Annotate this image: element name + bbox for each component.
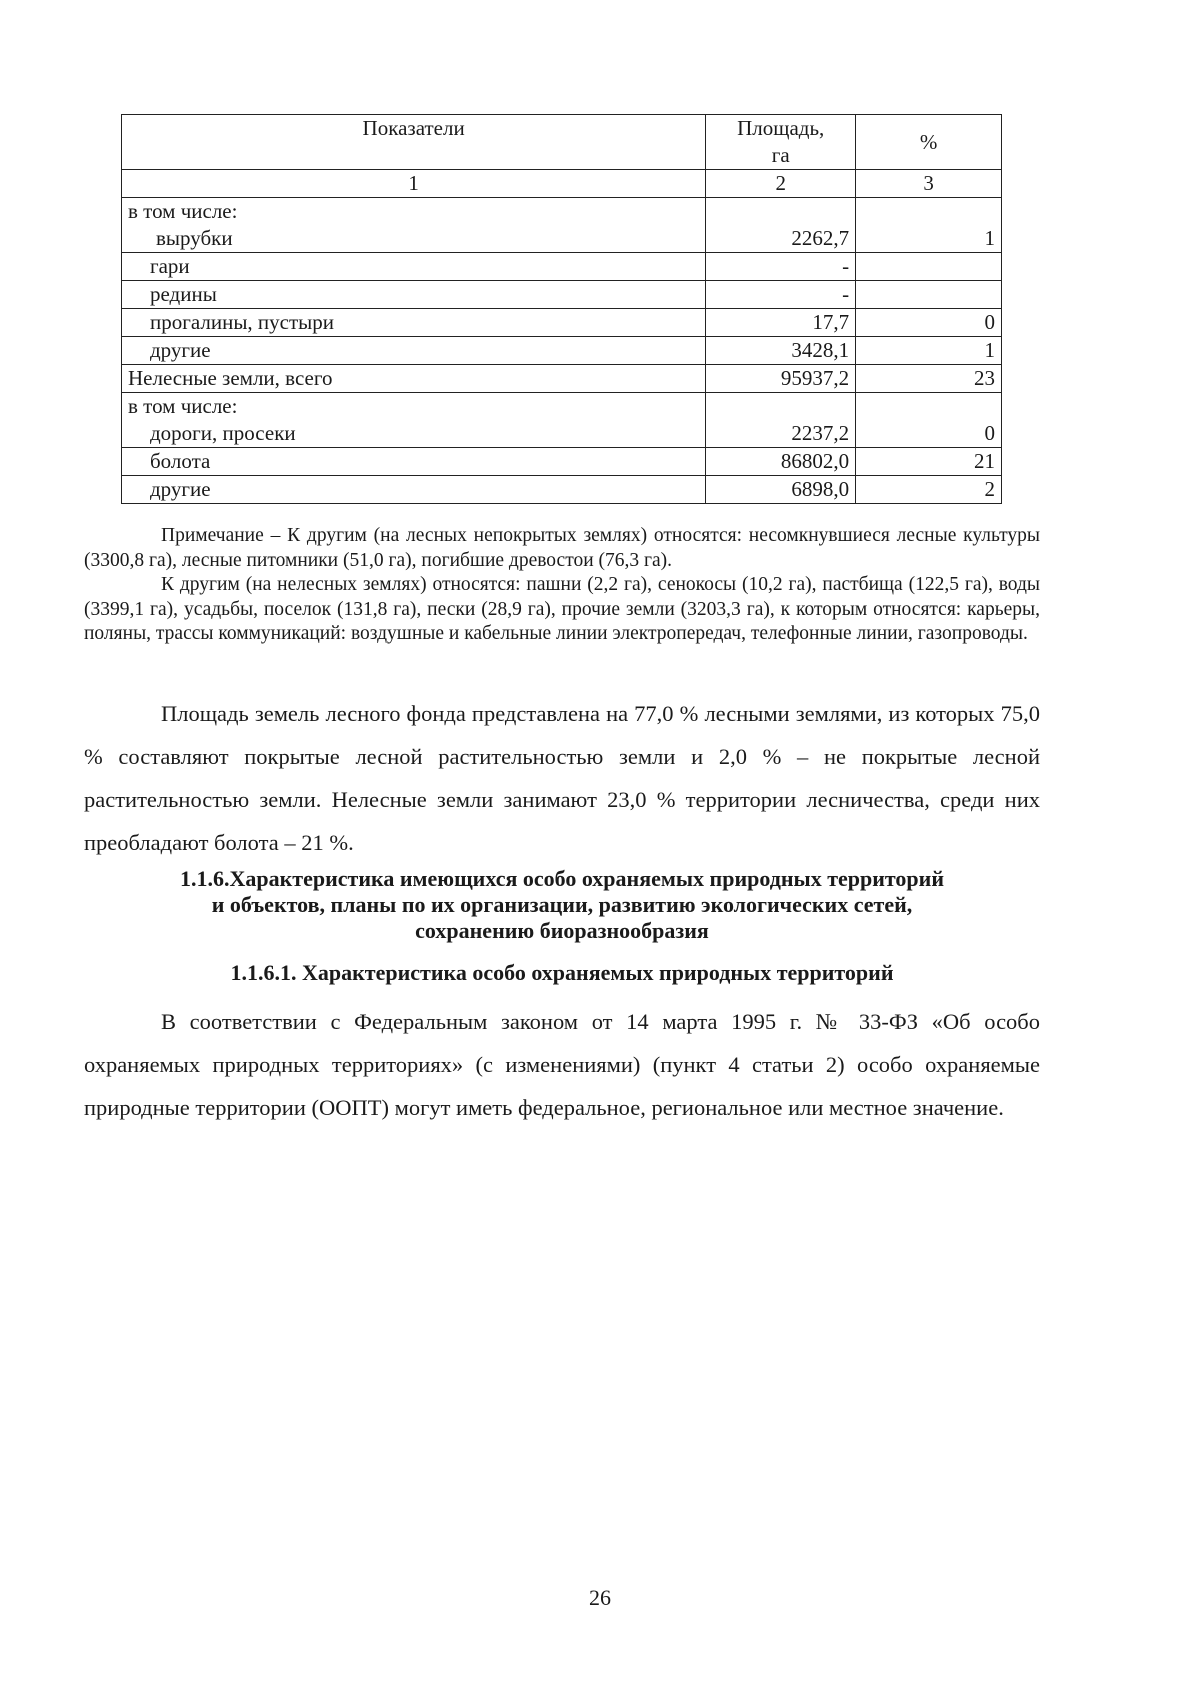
table-notes: [84, 524, 1040, 647]
column-number: 1: [122, 170, 706, 198]
header-percent: %: [856, 115, 1002, 170]
row-label: дороги, просеки: [150, 421, 296, 445]
header-area-line2: га: [771, 143, 790, 167]
paragraph-text: В соответствии с Федеральным законом от 14 марта 1995 г. № 33-ФЗ «Об особо охраняемых природных территориях» (с изменениями) (пункт 4 статьи 2) особо охраняемые природные территории (ООПТ) могут иметь федеральное, региональное или местное значение.: [84, 1009, 1040, 1120]
row-percent: 0: [856, 393, 1002, 448]
row-label: болота: [122, 448, 706, 476]
page-number: 26: [589, 1585, 611, 1610]
note-nonforest-other: К другим (на нелесных землях) относятся: пашни (2,2 га), сенокосы (10,2 га), пастбища (122,5 га), воды (3399,1 га), усадьбы, поселок (131,8 га), пески (28,9 га), прочие земли (3203,3 га), к которым относятся: карьеры, поляны, трассы коммуникаций: воздушные и кабельные линии электропередач, телефонные линии, газопроводы.: [84, 574, 1040, 644]
row-area: 6898,0: [706, 476, 856, 504]
row-label: другие: [122, 337, 706, 365]
header-indicators: Показатели: [122, 115, 706, 170]
column-number: 3: [856, 170, 1002, 198]
table-row: [122, 393, 1002, 448]
table-row: [122, 198, 1002, 253]
column-number: 2: [706, 170, 856, 198]
paragraph-forest-fund: [84, 692, 1040, 864]
header-area: [706, 115, 856, 170]
row-label: в том числе:: [128, 394, 238, 418]
paragraph-oopt: [84, 1000, 1040, 1129]
row-percent: 21: [856, 448, 1002, 476]
header-area-line1: Площадь,: [737, 116, 825, 140]
table-row: [122, 337, 1002, 365]
table-row: [122, 365, 1002, 393]
row-percent: 23: [856, 365, 1002, 393]
row-percent: [856, 253, 1002, 281]
row-area: 3428,1: [706, 337, 856, 365]
table-header-row: [122, 115, 1002, 170]
row-label: вырубки: [156, 226, 233, 250]
row-area: -: [706, 253, 856, 281]
land-area-table: [121, 114, 1002, 504]
row-label: прогалины, пустыри: [122, 309, 706, 337]
row-area: -: [706, 281, 856, 309]
row-label: гари: [122, 253, 706, 281]
row-label: в том числе:: [128, 199, 238, 223]
row-area: 17,7: [706, 309, 856, 337]
table-row: [122, 309, 1002, 337]
paragraph-text: Площадь земель лесного фонда представлена на 77,0 % лесными землями, из которых 75,0 % составляют покрытые лесной растительностью земли и 2,0 % – не покрытые лесной растительностью земли. Нелесные земли занимают 23,0 % территории лесничества, среди них преобладают болота – 21 %.: [84, 701, 1040, 855]
row-label: Нелесные земли, всего: [122, 365, 706, 393]
table-row: [122, 253, 1002, 281]
row-percent: 1: [856, 337, 1002, 365]
column-number-row: [122, 170, 1002, 198]
table-row: [122, 476, 1002, 504]
row-percent: [856, 281, 1002, 309]
table-row: [122, 281, 1002, 309]
row-percent: 0: [856, 309, 1002, 337]
row-area: 2237,2: [706, 393, 856, 448]
row-label: другие: [122, 476, 706, 504]
row-percent: 1: [856, 198, 1002, 253]
heading-line: сохранению биоразнообразия: [415, 918, 709, 943]
note-forest-other: Примечание – К другим (на лесных непокрытых землях) относятся: несомкнувшиеся лесные культуры (3300,8 га), лесные питомники (51,0 га), погибшие древостои (76,3 га).: [84, 525, 1040, 571]
row-area: 86802,0: [706, 448, 856, 476]
row-label: редины: [122, 281, 706, 309]
row-area: 2262,7: [706, 198, 856, 253]
section-heading: [84, 866, 1040, 944]
heading-line: и объектов, планы по их организации, развитию экологических сетей,: [211, 892, 913, 917]
row-area: 95937,2: [706, 365, 856, 393]
table-row: [122, 448, 1002, 476]
subsection-heading: 1.1.6.1. Характеристика особо охраняемых природных территорий: [230, 960, 894, 985]
row-percent: 2: [856, 476, 1002, 504]
heading-line: 1.1.6.Характеристика имеющихся особо охраняемых природных территорий: [179, 866, 945, 891]
